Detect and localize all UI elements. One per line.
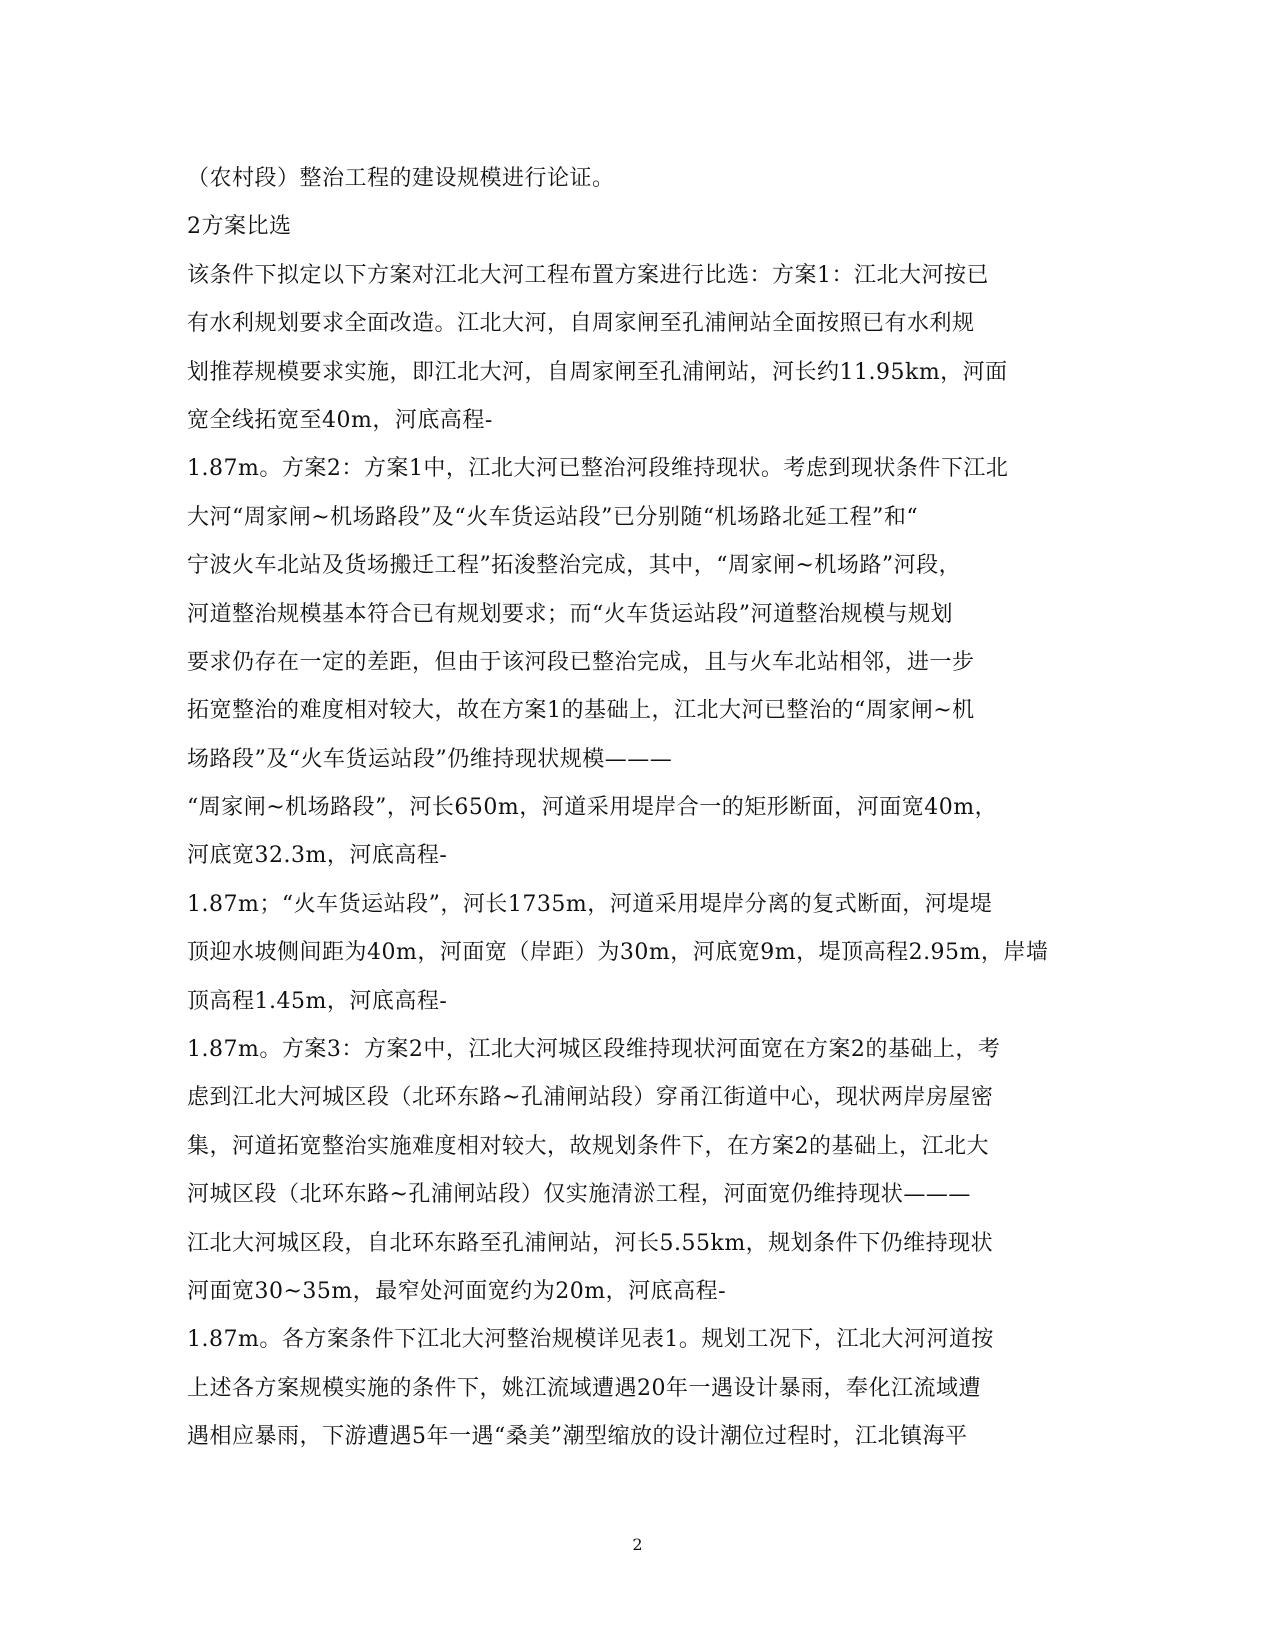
text-line: 划推荐规模要求实施，即江北大河，自周家闸至孔浦闸站，河长约11.95km，河面 [187,359,1008,385]
text-line: 宁波火车北站及货场搬迁工程”拓浚整治完成，其中，“周家闸~机场路”河段， [187,553,962,579]
text-line: 1.87m。方案3：方案2中，江北大河城区段维持现状河面宽在方案2的基础上，考 [187,1037,1001,1063]
text-line: “周家闸~机场路段”，河长650m，河道采用堤岸合一的矩形断面，河面宽40m， [187,795,998,821]
text-line: 1.87m；“火车货运站段”，河长1735m，河道采用堤岸分离的复式断面，河堤堤 [187,891,993,917]
text-line: 集，河道拓宽整治实施难度相对较大，故规划条件下，在方案2的基础上，江北大 [187,1133,989,1159]
text-line: 宽全线拓宽至40m，河底高程- [187,407,493,433]
text-line: 有水利规划要求全面改造。江北大河，自周家闸至孔浦闸站全面按照已有水利规 [187,311,975,337]
text-line: 1.87m。方案2：方案1中，江北大河已整治河段维持现状。考虑到现状条件下江北 [187,456,1009,482]
text-line: 河底宽32.3m，河底高程- [187,843,448,869]
text-line: 1.87m。各方案条件下江北大河整治规模详见表1。规划工况下，江北大河河道按 [187,1327,994,1353]
text-line: 大河“周家闸~机场路段”及“火车货运站段”已分别随“机场路北延工程”和“ [187,504,919,530]
text-line: 河面宽30~35m，最窄处河面宽约为20m，河底高程- [187,1278,727,1304]
page-number: 2 [632,1535,643,1554]
section-heading: 2方案比选 [187,214,292,240]
text-line: 江北大河城区段，自北环东路至孔浦闸站，河长5.55km，规划条件下仍维持现状 [187,1230,994,1256]
text-line: 遇相应暴雨，下游遭遇5年一遇“桑美”潮型缩放的设计潮位过程时，江北镇海平 [187,1424,968,1450]
text-line: 河城区段（北环东路~孔浦闸站段）仅实施清淤工程，河面宽仍维持现状——— [187,1182,971,1208]
text-line: 河道整治规模基本符合已有规划要求；而“火车货运站段”河道整治规模与规划 [187,601,953,627]
text-line: （农村段）整治工程的建设规模进行论证。 [187,166,615,191]
text-line: 顶高程1.45m，河底高程- [187,988,448,1014]
body-text [187,155,1087,1462]
text-line: 要求仍存在一定的差距，但由于该河段已整治完成，且与火车北站相邻，进一步 [187,649,975,675]
text-line: 拓宽整治的难度相对较大，故在方案1的基础上，江北大河已整治的“周家闸~机 [187,698,975,724]
text-line: 上述各方案规模实施的条件下，姚江流域遭遇20年一遇设计暴雨，奉化江流域遭 [187,1375,981,1401]
text-line: 顶迎水坡侧间距为40m，河面宽（岸距）为30m，河底宽9m，堤顶高程2.95m，岸墙 [187,940,1049,966]
text-line: 该条件下拟定以下方案对江北大河工程布置方案进行比选：方案1：江北大河按已 [187,262,989,288]
text-line: 虑到江北大河城区段（北环东路~孔浦闸站段）穿甬江街道中心，现状两岸房屋密 [187,1085,994,1111]
text-line: 场路段”及“火车货运站段”仍维持现状规模——— [187,746,673,772]
